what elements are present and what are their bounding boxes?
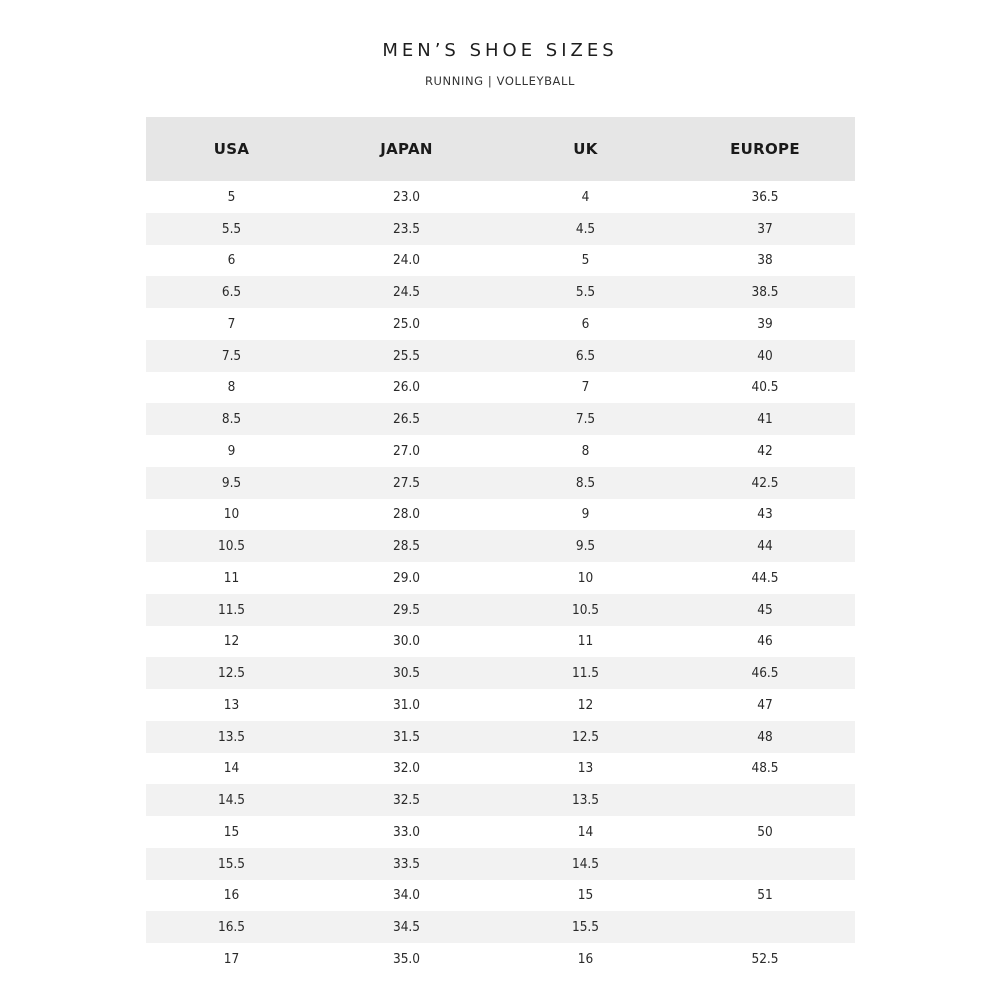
cell-uk: 6 [581, 315, 590, 332]
cell-europe: 42 [757, 442, 773, 459]
table-row [146, 689, 855, 721]
cell-usa: 7 [227, 315, 236, 332]
cell-europe: 47 [757, 696, 773, 713]
cell-japan: 28.0 [392, 506, 421, 523]
cell-uk: 9 [581, 506, 590, 523]
cell-europe: 50 [757, 823, 773, 840]
cell-europe: 44.5 [751, 569, 779, 586]
cell-japan: 33.5 [392, 855, 421, 872]
cell-japan: 26.0 [392, 379, 421, 396]
table-row [146, 626, 855, 658]
table-row [146, 816, 855, 848]
header-usa: USA [213, 140, 250, 158]
cell-uk: 15.5 [571, 919, 600, 936]
cell-uk: 15 [577, 887, 594, 904]
cell-europe: 51 [757, 887, 773, 904]
cell-japan: 24.0 [392, 252, 421, 269]
cell-uk: 14 [577, 823, 594, 840]
cell-usa: 8.5 [221, 411, 242, 428]
cell-usa: 9 [227, 442, 236, 459]
table-row [146, 213, 855, 245]
cell-japan: 30.5 [392, 665, 421, 682]
cell-japan: 32.5 [392, 792, 421, 809]
cell-europe: 38 [757, 252, 773, 269]
table-row [146, 848, 855, 880]
cell-japan: 25.5 [392, 347, 421, 364]
cell-japan: 23.0 [392, 188, 421, 205]
table-row [146, 276, 855, 308]
cell-europe: 37 [757, 220, 773, 237]
cell-europe: 39 [757, 315, 773, 332]
table-row [146, 467, 855, 499]
cell-uk: 13.5 [571, 792, 600, 809]
cell-usa: 8 [227, 379, 236, 396]
cell-uk: 10 [577, 569, 594, 586]
cell-usa: 10 [223, 506, 240, 523]
cell-japan: 26.5 [392, 411, 421, 428]
table-row [146, 435, 855, 467]
table-row [146, 721, 855, 753]
table-row [146, 594, 855, 626]
cell-uk: 8.5 [575, 474, 596, 491]
cell-japan: 27.0 [392, 442, 421, 459]
cell-usa: 17 [223, 950, 240, 967]
cell-uk: 5 [581, 252, 590, 269]
cell-usa: 14 [223, 760, 240, 777]
cell-usa: 16.5 [217, 919, 246, 936]
cell-uk: 5.5 [575, 284, 596, 301]
table-row [146, 562, 855, 594]
cell-europe: 43 [757, 506, 773, 523]
cell-usa: 12.5 [217, 665, 246, 682]
cell-uk: 6.5 [575, 347, 596, 364]
cell-europe: 42.5 [751, 474, 779, 491]
cell-japan: 31.5 [392, 728, 421, 745]
cell-uk: 14.5 [571, 855, 600, 872]
table-row [146, 403, 855, 435]
cell-uk: 12.5 [571, 728, 600, 745]
cell-japan: 33.0 [392, 823, 421, 840]
cell-uk: 13 [577, 760, 594, 777]
table-row [146, 753, 855, 785]
size-chart-table [146, 117, 855, 975]
cell-japan: 35.0 [392, 950, 421, 967]
cell-europe: 46.5 [751, 665, 779, 682]
cell-europe: 40 [757, 347, 773, 364]
cell-usa: 10.5 [217, 538, 246, 555]
page-title: MEN’S SHOE SIZES [382, 40, 618, 61]
cell-usa: 11.5 [217, 601, 246, 618]
cell-usa: 5 [227, 188, 236, 205]
cell-japan: 30.0 [392, 633, 421, 650]
cell-europe: 52.5 [751, 950, 779, 967]
cell-europe: 48 [757, 728, 773, 745]
cell-japan: 23.5 [392, 220, 421, 237]
cell-europe: 41 [757, 411, 773, 428]
cell-japan: 29.5 [392, 601, 421, 618]
page-subtitle: RUNNING | VOLLEYBALL [424, 74, 576, 88]
table-row [146, 181, 855, 213]
table-row [146, 308, 855, 340]
header-europe: EUROPE [730, 140, 800, 158]
cell-uk: 12 [577, 696, 594, 713]
table-row [146, 943, 855, 975]
table-row [146, 880, 855, 912]
cell-japan: 32.0 [392, 760, 421, 777]
cell-uk: 4.5 [575, 220, 596, 237]
cell-uk: 8 [581, 442, 590, 459]
cell-usa: 13.5 [217, 728, 246, 745]
table-row [146, 657, 855, 689]
cell-japan: 31.0 [392, 696, 421, 713]
cell-japan: 24.5 [392, 284, 421, 301]
cell-europe: 38.5 [751, 284, 779, 301]
table-row [146, 340, 855, 372]
cell-usa: 12 [223, 633, 240, 650]
cell-europe: 45 [757, 601, 773, 618]
cell-europe: 40.5 [751, 379, 779, 396]
cell-usa: 7.5 [221, 347, 242, 364]
cell-japan: 28.5 [392, 538, 421, 555]
table-body [146, 181, 855, 975]
cell-uk: 11 [577, 633, 594, 650]
cell-usa: 16 [223, 887, 240, 904]
cell-usa: 15 [223, 823, 240, 840]
table-row [146, 911, 855, 943]
cell-japan: 34.5 [392, 919, 421, 936]
cell-uk: 9.5 [575, 538, 596, 555]
cell-japan: 25.0 [392, 315, 421, 332]
cell-uk: 10.5 [571, 601, 600, 618]
cell-usa: 6.5 [221, 284, 242, 301]
table-row [146, 372, 855, 404]
cell-usa: 11 [223, 569, 240, 586]
cell-usa: 6 [227, 252, 236, 269]
cell-uk: 11.5 [571, 665, 600, 682]
cell-europe: 44 [757, 538, 773, 555]
cell-uk: 4 [581, 188, 590, 205]
cell-usa: 13 [223, 696, 240, 713]
cell-usa: 9.5 [221, 474, 242, 491]
cell-europe: 48.5 [751, 760, 779, 777]
cell-uk: 16 [577, 950, 594, 967]
table-header [146, 117, 855, 181]
cell-uk: 7.5 [575, 411, 596, 428]
cell-europe: 36.5 [751, 188, 779, 205]
cell-japan: 27.5 [392, 474, 421, 491]
table-row [146, 245, 855, 277]
header-japan: JAPAN [380, 140, 433, 158]
cell-japan: 34.0 [392, 887, 421, 904]
cell-japan: 29.0 [392, 569, 421, 586]
cell-europe: 46 [757, 633, 773, 650]
cell-usa: 14.5 [217, 792, 246, 809]
header-uk: UK [573, 140, 598, 158]
cell-usa: 15.5 [217, 855, 246, 872]
cell-usa: 5.5 [221, 220, 242, 237]
table-row [146, 499, 855, 531]
cell-uk: 7 [581, 379, 590, 396]
table-row [146, 530, 855, 562]
table-row [146, 784, 855, 816]
